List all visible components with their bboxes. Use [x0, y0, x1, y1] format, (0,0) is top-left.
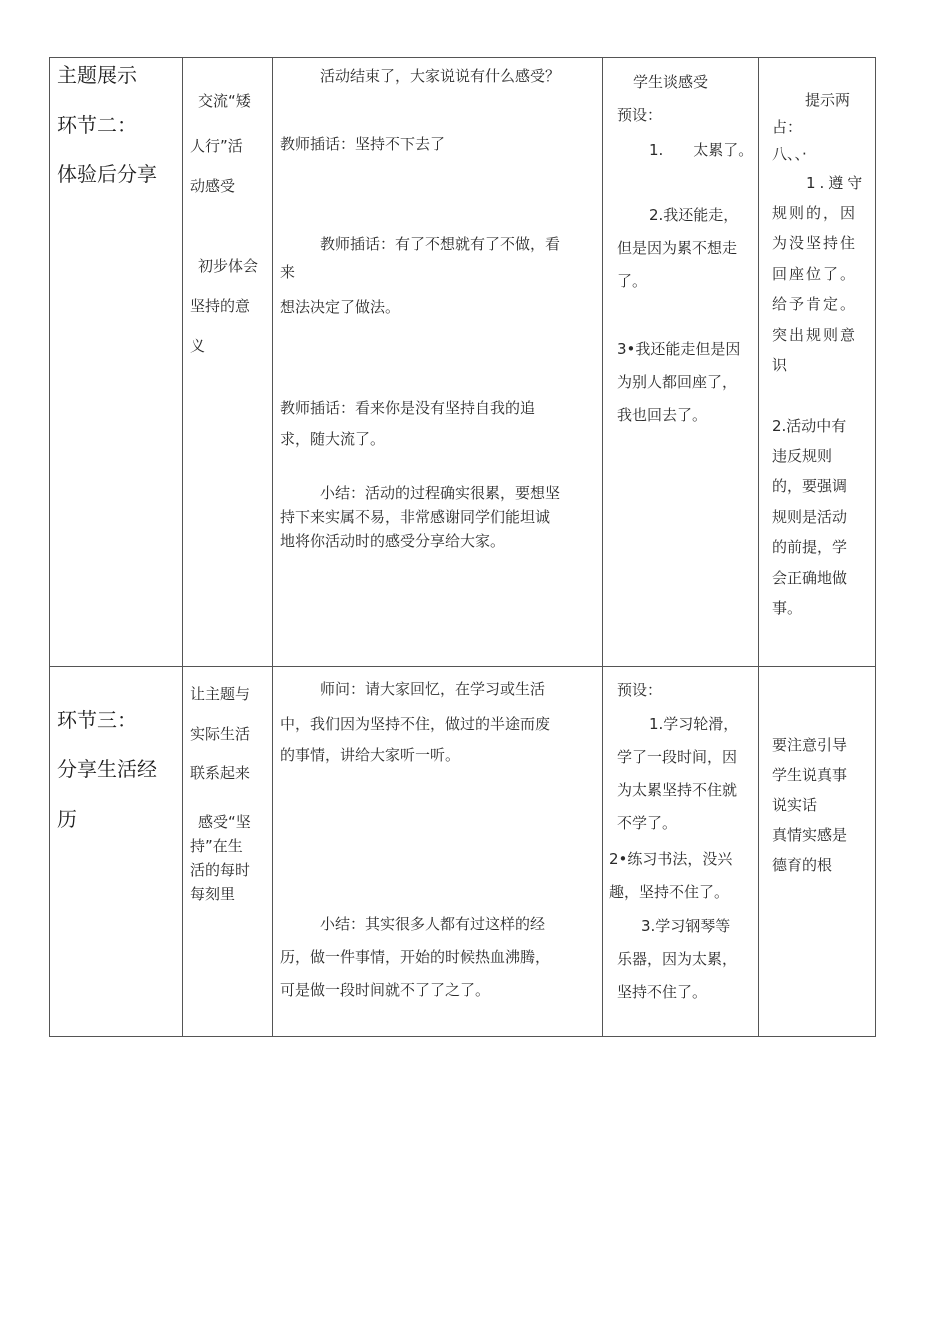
activity-line: 持下来实属不易，非常感谢同学们能坦诚 [280, 508, 551, 526]
table-row-stage-two [50, 58, 876, 667]
student-cell [603, 58, 759, 667]
student-line: 1.学习轮滑， [649, 715, 739, 733]
student-line: 我也回去了。 [617, 406, 708, 424]
note-line: 突出规则意 [772, 326, 858, 344]
note-line: 会正确地做 [772, 569, 848, 587]
activity-cell [273, 58, 603, 667]
student-line: 预设： [617, 106, 663, 124]
activity-line: 小结：其实很多人都有过这样的经 [320, 915, 546, 933]
goal-line: 交流“矮 [198, 92, 251, 110]
goal-line: 活的每时 [190, 861, 251, 879]
goal-line: 初步体会 [198, 257, 259, 275]
note-cell [759, 58, 876, 667]
activity-line: 的事情，讲给大家听一听。 [280, 746, 461, 764]
table-row-stage-three [50, 667, 876, 1037]
student-line: 但是因为累不想走 [617, 239, 738, 257]
note-line: 真情实感是 [772, 826, 848, 844]
activity-line: 师问：请大家回忆，在学习或生活 [320, 680, 546, 698]
student-line: 不学了。 [617, 814, 678, 832]
activity-line: 教师插话：看来你是没有坚持自我的追 [280, 399, 536, 417]
activity-line: 来 [280, 263, 296, 281]
activity-line: 历，做一件事情，开始的时候热血沸腾， [280, 948, 551, 966]
student-line: 为太累坚持不住就 [617, 781, 738, 799]
note-line: 八、、· [772, 145, 807, 163]
stage-cell [50, 667, 183, 1037]
note-line: 规则的，因 [772, 204, 858, 222]
stage-title-line: 环节三： [57, 708, 137, 732]
note-cell [759, 667, 876, 1037]
note-line: 规则是活动 [772, 508, 848, 526]
student-cell [603, 667, 759, 1037]
note-line: 回座位了。 [772, 265, 858, 283]
goal-cell [183, 667, 273, 1037]
activity-line: 活动结束了，大家说说有什么感受？ [320, 67, 561, 85]
note-line: 识 [772, 356, 788, 374]
goal-line: 动感受 [190, 177, 236, 195]
note-line: 说实话 [772, 796, 818, 814]
activity-cell [273, 667, 603, 1037]
stage-title-line: 历 [57, 807, 77, 831]
goal-line: 人行”活 [190, 137, 243, 155]
stage-cell [50, 58, 183, 667]
student-line: 预设： [617, 681, 663, 699]
activity-line: 中，我们因为坚持不住，做过的半途而废 [280, 715, 551, 733]
goal-line: 感受“坚 [198, 813, 251, 831]
activity-line: 可是做一段时间就不了了之了。 [280, 981, 491, 999]
activity-line: 求，随大流了。 [280, 430, 386, 448]
student-line: 1. 太累了。 [649, 141, 754, 159]
stage-title-line: 主题展示 [57, 63, 137, 87]
goal-line: 持”在生 [190, 837, 243, 855]
student-line: 学了一段时间，因 [617, 748, 738, 766]
goal-line: 实际生活 [190, 725, 251, 743]
student-line: 学生谈感受 [633, 73, 709, 91]
note-line: 为没坚持住 [772, 234, 858, 252]
student-line: 了。 [617, 272, 648, 290]
note-line: 事。 [772, 599, 803, 617]
note-line: 德育的根 [772, 856, 833, 874]
student-line: 坚持不住了。 [617, 983, 708, 1001]
student-line: 趣，坚持不住了。 [609, 883, 730, 901]
student-line: 3•我还能走但是因 [617, 340, 741, 358]
note-line: 给予肯定。 [772, 295, 858, 313]
student-line: 3.学习钢琴等 [641, 917, 731, 935]
activity-line: 想法决定了做法。 [280, 298, 401, 316]
note-line: 提示两 [805, 91, 851, 109]
lesson-plan-page [49, 57, 875, 1036]
note-line: 1.遵守 [806, 174, 867, 192]
goal-line: 让主题与 [190, 685, 251, 703]
note-line: 违反规则 [772, 447, 833, 465]
stage-title-line: 体验后分享 [57, 162, 157, 186]
note-line: 2.活动中有 [772, 417, 847, 435]
goal-line: 坚持的意 [190, 297, 251, 315]
student-line: 2.我还能走， [649, 206, 739, 224]
activity-line: 地将你活动时的感受分享给大家。 [280, 532, 506, 550]
activity-line: 教师插话：有了不想就有了不做，看 [320, 235, 561, 253]
student-line: 乐器，因为太累， [617, 950, 738, 968]
goal-line: 联系起来 [190, 764, 251, 782]
lesson-plan-table [49, 57, 876, 1037]
goal-cell [183, 58, 273, 667]
goal-line: 每刻里 [190, 885, 236, 903]
student-line: 为别人都回座了， [617, 373, 738, 391]
student-line: 2•练习书法，没兴 [609, 850, 733, 868]
note-line: 占： [772, 118, 803, 136]
note-line: 的，要强调 [772, 477, 848, 495]
stage-title-line: 环节二： [57, 113, 137, 137]
activity-line: 教师插话：坚持不下去了 [280, 135, 446, 153]
note-line: 的前提，学 [772, 538, 848, 556]
stage-title-line: 分享生活经 [57, 757, 157, 781]
note-line: 要注意引导 [772, 736, 848, 754]
activity-line: 小结：活动的过程确实很累，要想坚 [320, 484, 561, 502]
note-line: 学生说真事 [772, 766, 848, 784]
goal-line: 义 [190, 337, 206, 355]
